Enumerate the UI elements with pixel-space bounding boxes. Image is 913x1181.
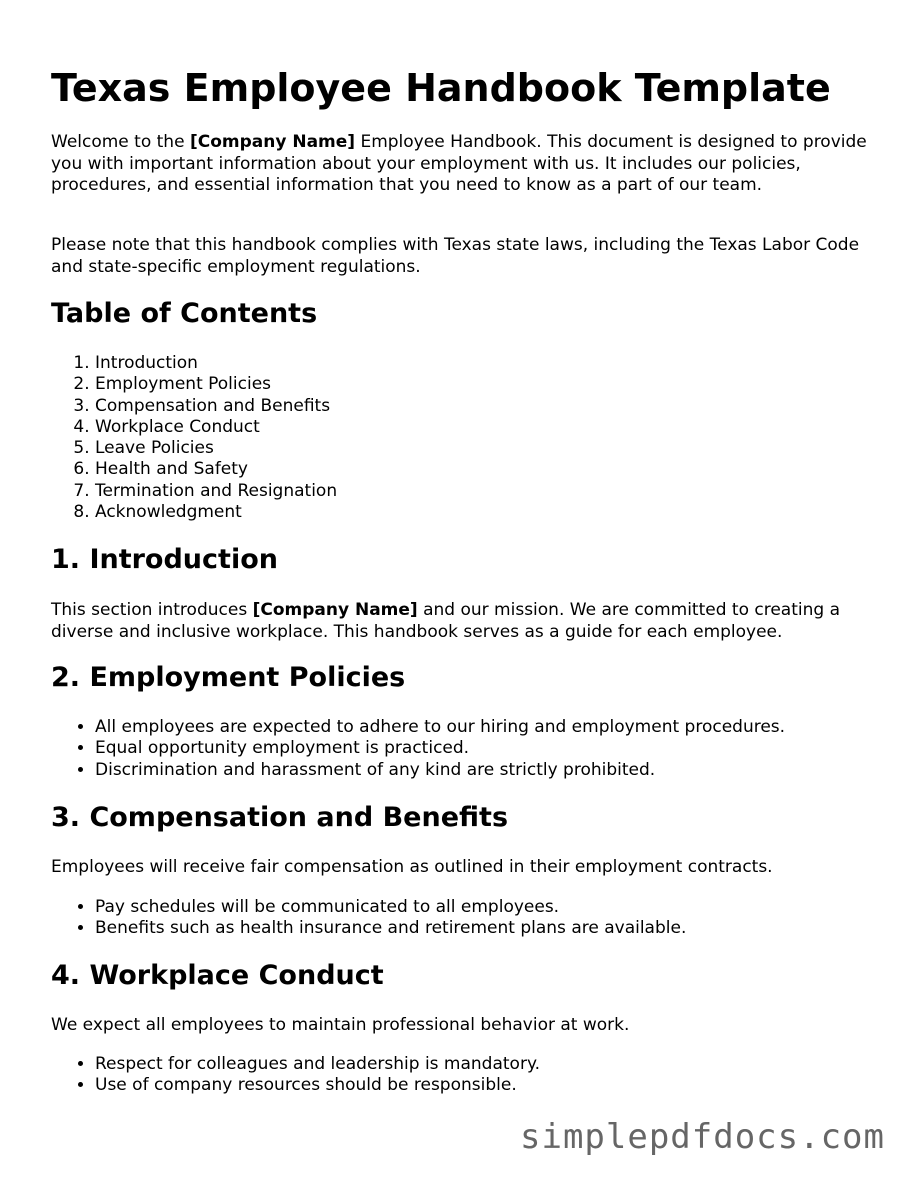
compensation-paragraph: Employees will receive fair compensation as outlined in their employment contracts. (51, 857, 773, 877)
list-item: • Benefits such as health insurance and retirement plans are available. (95, 918, 885, 939)
introduction-paragraph (51, 600, 881, 643)
intro-text-after: Employee Handbook. This document is designed to provide you with important information about your employment with us. It includes our policies, procedures, and essential information that you need to know as a part of our team. (51, 132, 867, 195)
toc-item: 4. Workplace Conduct (95, 417, 885, 438)
company-name-placeholder: [Company Name] (252, 600, 418, 620)
list-item: • Equal opportunity employment is practiced. (95, 738, 885, 759)
toc-item: 2. Employment Policies (95, 374, 885, 395)
watermark: simplepdfdocs.com (520, 1117, 885, 1157)
employment-policy-list (51, 717, 885, 781)
list-item: • Respect for colleagues and leadership is mandatory. (95, 1054, 885, 1075)
page-title: Texas Employee Handbook Template (51, 66, 831, 110)
toc-item: 5. Leave Policies (95, 438, 885, 459)
compliance-paragraph: Please note that this handbook complies with Texas state laws, including the Texas Labor Code and state-specific employment regulations. (51, 235, 860, 277)
introduction-text-before: This section introduces (51, 600, 253, 620)
list-item: • Discrimination and harassment of any kind are strictly prohibited. (95, 760, 885, 781)
intro-paragraph (51, 132, 881, 197)
list-item: • All employees are expected to adhere to our hiring and employment procedures. (95, 717, 885, 738)
conduct-list (51, 1054, 885, 1097)
list-item: • Pay schedules will be communicated to all employees. (95, 897, 885, 918)
company-name-placeholder: [Company Name] (189, 132, 356, 152)
section-heading-employment: 2. Employment Policies (51, 662, 406, 693)
toc-item: 3. Compensation and Benefits (95, 396, 885, 417)
section-heading-introduction: 1. Introduction (51, 544, 278, 575)
toc-list (51, 353, 885, 523)
toc-heading: Table of Contents (51, 298, 318, 329)
list-item: • Use of company resources should be responsible. (95, 1075, 885, 1096)
intro-text-before: Welcome to the (51, 132, 190, 152)
introduction-text-after: and our mission. We are committed to creating a diverse and inclusive workplace. This handbook serves as a guide for each employee. (51, 600, 840, 642)
toc-item: 8. Acknowledgment (95, 502, 885, 523)
toc-item: 1. Introduction (95, 353, 885, 374)
toc-item: 7. Termination and Resignation (95, 481, 885, 502)
toc-item: 6. Health and Safety (95, 459, 885, 480)
section-heading-conduct: 4. Workplace Conduct (51, 960, 384, 991)
compensation-list (51, 897, 885, 940)
section-heading-compensation: 3. Compensation and Benefits (51, 802, 509, 833)
conduct-paragraph: We expect all employees to maintain professional behavior at work. (51, 1015, 630, 1035)
